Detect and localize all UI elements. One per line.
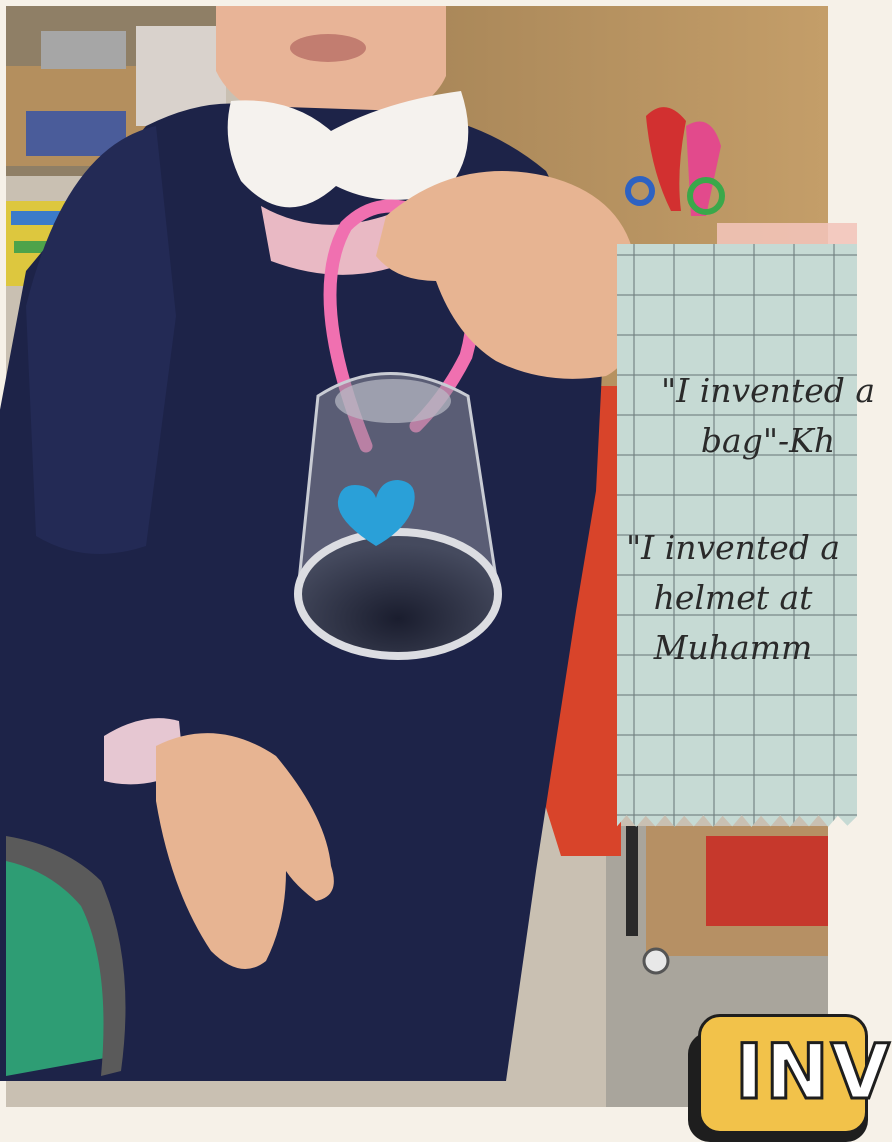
quote-1: "I invented a bag"-Kh: [661, 371, 876, 460]
photo-frame: [6, 6, 892, 1116]
banner-text: INV: [735, 1027, 892, 1116]
title-banner: [698, 1014, 892, 1134]
quote-2: "I invented a helmet at Muhamm: [626, 528, 841, 667]
